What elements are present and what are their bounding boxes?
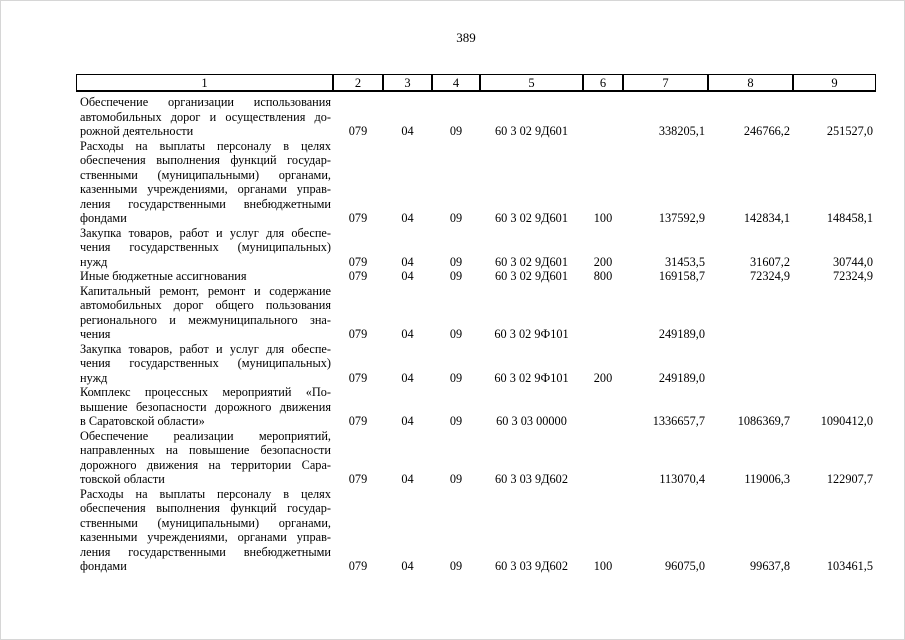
col-7-amount-cell: 1336657,7 bbox=[652, 414, 705, 428]
table-row bbox=[76, 385, 876, 429]
table-row bbox=[76, 342, 876, 386]
col-8-amount-cell bbox=[708, 342, 793, 386]
description-cell bbox=[76, 429, 333, 487]
header-cell-3: 3 bbox=[383, 74, 432, 92]
description-line: Обеспечение реализации мероприятий, bbox=[80, 428, 331, 443]
description-line: казенными учреждениями, органами управ- bbox=[80, 182, 331, 196]
col-8-amount-cell: 72324,9 bbox=[750, 269, 790, 283]
col-5-target-article-cell: 60 3 02 9Д601 bbox=[495, 254, 568, 269]
col-3-section-cell: 04 bbox=[401, 124, 414, 138]
col-8-amount-cell: 31607,2 bbox=[750, 254, 790, 269]
col-5-target-article-cell: 60 3 02 9Д601 bbox=[495, 124, 568, 138]
description-line: Закупка товаров, работ и услуг для обеспе- bbox=[80, 225, 331, 240]
description-line: Иные бюджетные ассигнования bbox=[80, 269, 247, 283]
col-8-amount-cell: 246766,2 bbox=[743, 124, 790, 138]
description-line: ственными (муниципальными) органами, bbox=[80, 167, 331, 182]
description-line: Закупка товаров, работ и услуг для обеспе- bbox=[80, 341, 331, 356]
col-5-target-article-cell: 60 3 02 9Д601 bbox=[495, 211, 568, 225]
col-6-expense-type-cell bbox=[583, 429, 623, 487]
col-6-expense-type-cell bbox=[583, 284, 623, 342]
description-line: регионального и межмуниципального зна- bbox=[80, 312, 331, 327]
col-2-code-cell: 079 bbox=[348, 559, 368, 573]
header-cell-7: 7 bbox=[623, 74, 708, 92]
table-row bbox=[76, 284, 876, 342]
description-line: вышение безопасности дорожного движения bbox=[80, 399, 331, 414]
description-line: товской области bbox=[80, 472, 165, 486]
col-9-amount-cell: 72324,9 bbox=[833, 269, 873, 283]
description-line: казенными учреждениями, органами управ- bbox=[80, 530, 331, 544]
description-cell bbox=[76, 385, 333, 429]
col-4-subsection-cell: 09 bbox=[449, 124, 463, 138]
col-9-amount-cell: 251527,0 bbox=[826, 124, 873, 138]
description-line: фондами bbox=[80, 559, 127, 573]
col-3-section-cell: 04 bbox=[401, 370, 414, 385]
col-7-amount-cell: 31453,5 bbox=[665, 254, 705, 269]
header-cell-2: 2 bbox=[333, 74, 383, 92]
col-9-amount-cell: 1090412,0 bbox=[820, 414, 873, 428]
col-6-expense-type-cell bbox=[583, 92, 623, 139]
col-8-amount-cell: 119006,3 bbox=[744, 472, 790, 486]
col-2-code-cell: 079 bbox=[348, 211, 368, 225]
description-line: автомобильных дорог общего пользования bbox=[80, 298, 331, 312]
col-7-amount-cell: 96075,0 bbox=[665, 559, 705, 573]
description-cell bbox=[76, 487, 333, 574]
col-9-amount-cell bbox=[793, 342, 876, 386]
col-5-target-article-cell: 60 3 02 9Ф101 bbox=[494, 327, 569, 341]
col-3-section-cell: 04 bbox=[401, 254, 414, 269]
col-2-code-cell: 079 bbox=[348, 269, 368, 283]
description-line: ления государственными внебюджетными bbox=[80, 544, 331, 559]
col-3-section-cell: 04 bbox=[401, 211, 414, 225]
col-4-subsection-cell: 09 bbox=[449, 559, 463, 573]
col-6-expense-type-cell: 200 bbox=[593, 370, 613, 385]
table-row bbox=[76, 429, 876, 487]
page-number: 389 bbox=[456, 30, 476, 45]
col-3-section-cell: 04 bbox=[401, 327, 414, 341]
col-5-target-article-cell: 60 3 03 9Д602 bbox=[495, 559, 568, 573]
col-9-amount-cell: 30744,0 bbox=[833, 254, 873, 269]
description-line: чения государственных (муниципальных) bbox=[80, 240, 331, 254]
table-header-row bbox=[76, 74, 876, 92]
col-2-code-cell: 079 bbox=[348, 254, 368, 269]
col-4-subsection-cell: 09 bbox=[449, 269, 463, 283]
col-7-amount-cell: 137592,9 bbox=[658, 211, 705, 225]
header-cell-6: 6 bbox=[583, 74, 623, 92]
description-line: Комплекс процессных мероприятий «По- bbox=[80, 385, 331, 399]
description-line: обеспечения выполнения функций государ- bbox=[80, 501, 331, 515]
col-9-amount-cell: 122907,7 bbox=[826, 472, 873, 486]
col-2-code-cell: 079 bbox=[348, 327, 368, 341]
description-line: Обеспечение организации использования bbox=[80, 95, 331, 109]
header-cell-4: 4 bbox=[432, 74, 480, 92]
description-line: ственными (муниципальными) органами, bbox=[80, 515, 331, 530]
description-line: рожной деятельности bbox=[80, 124, 194, 138]
description-line: обеспечения выполнения функций государ- bbox=[80, 153, 331, 167]
col-3-section-cell: 04 bbox=[401, 269, 414, 283]
col-7-amount-cell: 169158,7 bbox=[658, 269, 705, 283]
description-line: Капитальный ремонт, ремонт и содержание bbox=[80, 283, 331, 298]
col-5-target-article-cell: 60 3 02 9Ф101 bbox=[494, 370, 569, 385]
col-4-subsection-cell: 09 bbox=[449, 254, 463, 269]
col-2-code-cell: 079 bbox=[348, 370, 368, 385]
col-5-target-article-cell: 60 3 02 9Д601 bbox=[495, 269, 568, 283]
col-3-section-cell: 04 bbox=[401, 414, 414, 428]
description-cell bbox=[76, 342, 333, 386]
description-line: нужд bbox=[80, 370, 108, 385]
col-9-amount-cell: 148458,1 bbox=[826, 211, 873, 225]
col-4-subsection-cell: 09 bbox=[449, 414, 463, 428]
col-2-code-cell: 079 bbox=[348, 414, 368, 428]
col-2-code-cell: 079 bbox=[348, 124, 368, 138]
table-body bbox=[76, 92, 876, 574]
col-8-amount-cell bbox=[708, 284, 793, 342]
col-6-expense-type-cell bbox=[583, 385, 623, 429]
header-cell-9: 9 bbox=[793, 74, 876, 92]
description-cell bbox=[76, 139, 333, 226]
col-4-subsection-cell: 09 bbox=[449, 327, 463, 341]
table-header bbox=[76, 74, 876, 92]
table-row bbox=[76, 139, 876, 226]
description-line: нужд bbox=[80, 254, 108, 269]
header-cell-5: 5 bbox=[480, 74, 583, 92]
col-4-subsection-cell: 09 bbox=[449, 211, 463, 225]
col-9-amount-cell: 103461,5 bbox=[826, 559, 873, 573]
col-2-code-cell: 079 bbox=[348, 472, 368, 486]
description-cell bbox=[76, 92, 333, 139]
description-line: Расходы на выплаты персоналу в целях bbox=[80, 486, 331, 501]
col-5-target-article-cell: 60 3 03 00000 bbox=[496, 414, 567, 428]
table-row bbox=[76, 226, 876, 270]
col-7-amount-cell: 338205,1 bbox=[658, 124, 705, 138]
table-row bbox=[76, 487, 876, 574]
description-line: Расходы на выплаты персоналу в целях bbox=[80, 138, 331, 153]
description-line: направленных на повышение безопасности bbox=[80, 443, 331, 457]
col-8-amount-cell: 142834,1 bbox=[743, 211, 790, 225]
description-line: дорожного движения на территории Сара- bbox=[80, 457, 331, 472]
header-cell-8: 8 bbox=[708, 74, 793, 92]
col-4-subsection-cell: 09 bbox=[449, 370, 463, 385]
col-6-expense-type-cell: 200 bbox=[593, 254, 613, 269]
col-9-amount-cell bbox=[793, 284, 876, 342]
description-line: автомобильных дорог и осуществления до- bbox=[80, 109, 331, 124]
col-3-section-cell: 04 bbox=[401, 472, 414, 486]
table-row bbox=[76, 269, 876, 284]
col-6-expense-type-cell: 100 bbox=[593, 559, 613, 573]
description-cell bbox=[76, 284, 333, 342]
description-cell bbox=[76, 269, 333, 284]
col-6-expense-type-cell: 800 bbox=[593, 269, 613, 283]
col-4-subsection-cell: 09 bbox=[449, 472, 463, 486]
description-line: ления государственными внебюджетными bbox=[80, 196, 331, 211]
description-line: фондами bbox=[80, 211, 127, 225]
description-cell bbox=[76, 226, 333, 270]
budget-table bbox=[76, 74, 876, 574]
table-row bbox=[76, 92, 876, 139]
col-7-amount-cell: 249189,0 bbox=[658, 370, 705, 385]
description-line: чения bbox=[80, 327, 111, 341]
col-7-amount-cell: 249189,0 bbox=[658, 327, 705, 341]
description-line: чения государственных (муниципальных) bbox=[80, 356, 331, 370]
col-8-amount-cell: 99637,8 bbox=[750, 559, 790, 573]
header-cell-1: 1 bbox=[76, 74, 333, 92]
col-5-target-article-cell: 60 3 03 9Д602 bbox=[495, 472, 568, 486]
col-7-amount-cell: 113070,4 bbox=[659, 472, 705, 486]
col-3-section-cell: 04 bbox=[401, 559, 414, 573]
description-line: в Саратовской области» bbox=[80, 414, 205, 428]
col-6-expense-type-cell: 100 bbox=[593, 211, 613, 225]
col-8-amount-cell: 1086369,7 bbox=[737, 414, 790, 428]
